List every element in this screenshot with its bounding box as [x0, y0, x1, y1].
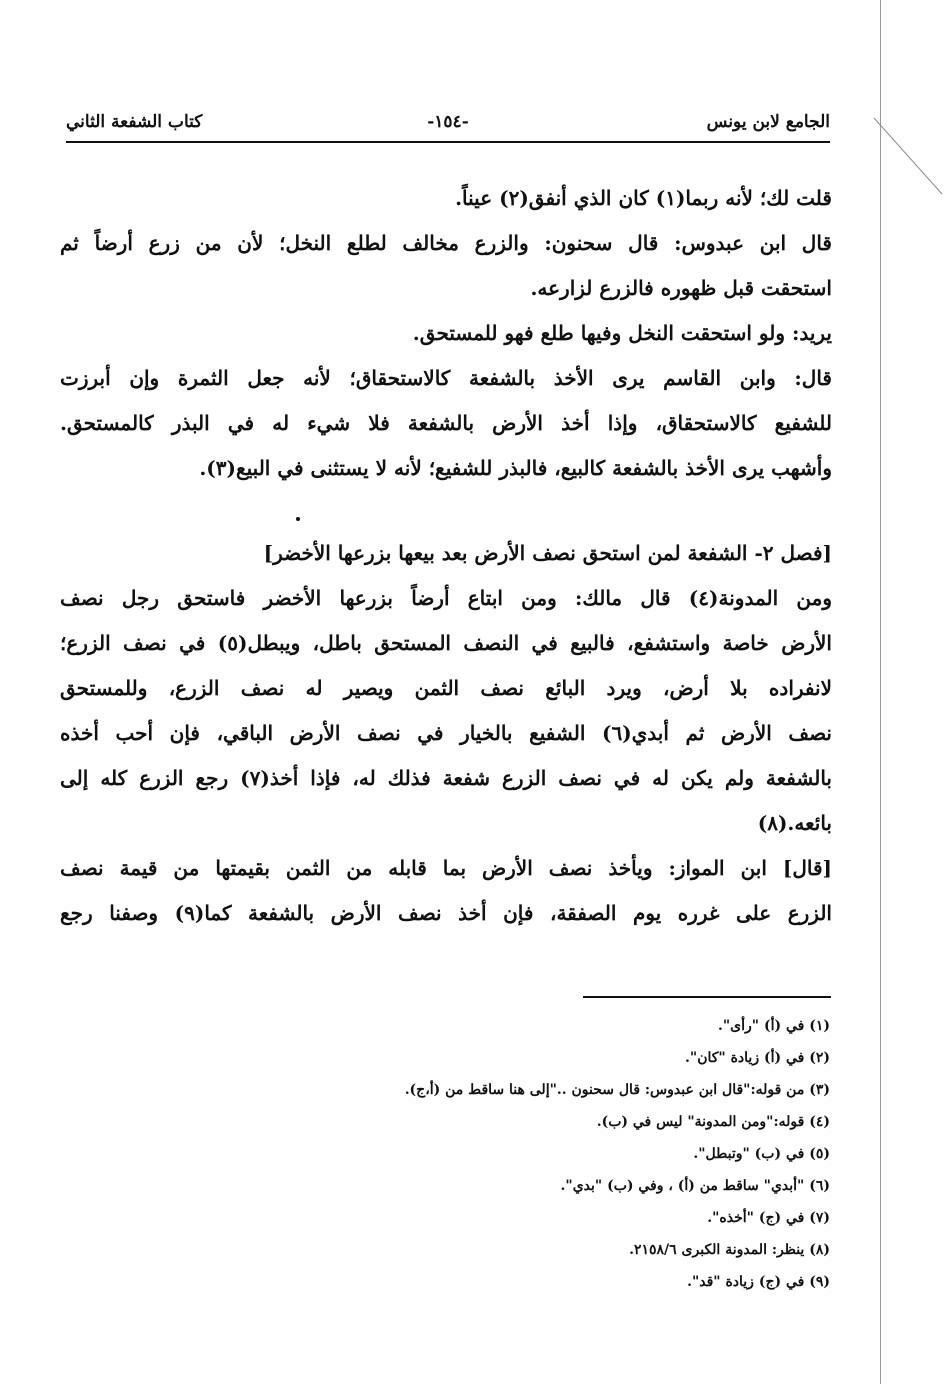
footnote-item: (٨) ينظر: المدونة الكبرى ٢١٥٨/٦.: [629, 1242, 830, 1258]
section-gap: [60, 491, 832, 531]
text-line: يريد: ولو استحقت النخل وفيها طلع فهو للمستحق.: [412, 321, 832, 345]
text-line: قلت لك؛ لأنه ربما(١) كان الذي أنفق(٢) عيناً.: [455, 186, 832, 210]
footnote-item: (٤) قوله:"ومن المدونة" ليس في (ب).: [596, 1114, 830, 1130]
text-line: لانفراده بلا أرض، ويرد البائع نصف الثمن ويصير له نصف الزرع، وللمستحق: [60, 676, 832, 700]
footnote-item: (٢) في (أ) زيادة "كان".: [685, 1050, 830, 1066]
footnote-item: (٦) "أبدي" ساقط من (أ) ، وفي (ب) "بدي".: [560, 1178, 830, 1194]
ink-dot: [296, 517, 300, 521]
text-line: وأشهب يرى الأخذ بالشفعة كالبيع، فالبذر للشفيع؛ لأنه لا يستثنى في البيع(٣).: [199, 456, 832, 480]
text-line: الأرض خاصة واستشفع، فالبيع في النصف المستحق باطل، ويبطل(٥) في نصف الزرع؛: [60, 631, 832, 655]
footnote-rule: [583, 996, 831, 998]
section-heading: [فصل ٢- الشفعة لمن استحق نصف الأرض بعد بيعها بزرعها الأخضر]: [263, 541, 832, 565]
running-header: [66, 112, 830, 138]
page-number: -١٥٤-: [427, 112, 469, 132]
footnote-item: (٣) من قوله:"قال ابن عبدوس: قال سحنون .."إلى هنا ساقط من (أ،ج).: [404, 1082, 830, 1098]
text-line: نصف الأرض ثم أبدي(٦) الشفيع بالخيار في نصف الأرض الباقي، فإن أحب أخذه: [60, 721, 832, 745]
page-edge-line: [880, 0, 881, 1384]
text-line: [قال] ابن المواز: ويأخذ نصف الأرض بما قابله من الثمن بقيمتها من قيمة نصف: [60, 856, 832, 880]
page-edge-diagonal: [870, 110, 944, 200]
text-line: قال ابن عبدوس: قال سحنون: والزرع مخالف لطلع النخل؛ لأن من زرع أرضاً ثم: [60, 231, 832, 255]
text-line: قال: وابن القاسم يرى الأخذ بالشفعة كالاستحقاق؛ لأنه جعل الثمرة وإن أبرزت: [60, 366, 832, 390]
main-text: [60, 176, 832, 936]
text-line: بالشفعة ولم يكن له في نصف الزرع شفعة فذلك له، فإذا أخذ(٧) رجع الزرع كله إلى: [60, 766, 832, 790]
footnote-item: (٧) في (ج) "أخذه".: [707, 1210, 830, 1226]
text-line: استحقت قبل ظهوره فالزرع لزارعه.: [530, 276, 832, 300]
footnote-item: (٩) في (ج) زيادة "قد".: [687, 1274, 830, 1290]
footnotes: [180, 1010, 830, 1298]
text-line: الزرع على غرره يوم الصفقة، فإن أخذ نصف الأرض بالشفعة كما(٩) وصفنا رجع: [60, 901, 832, 925]
text-line: للشفيع كالاستحقاق، وإذا أخذ الأرض بالشفعة فلا شيء له في البذر كالمستحق.: [60, 411, 832, 435]
header-book-title: الجامع لابن يونس: [706, 112, 830, 132]
text-line: بائعه.(٨): [757, 811, 832, 835]
footnote-item: (١) في (أ) "رأى".: [718, 1018, 830, 1034]
header-chapter-title: كتاب الشفعة الثاني: [66, 112, 203, 132]
footnote-item: (٥) في (ب) "وتبطل".: [693, 1146, 830, 1162]
text-line: ومن المدونة(٤) قال مالك: ومن ابتاع أرضاً بزرعها الأخضر فاستحق رجل نصف: [60, 586, 832, 610]
header-rule: [66, 141, 830, 143]
